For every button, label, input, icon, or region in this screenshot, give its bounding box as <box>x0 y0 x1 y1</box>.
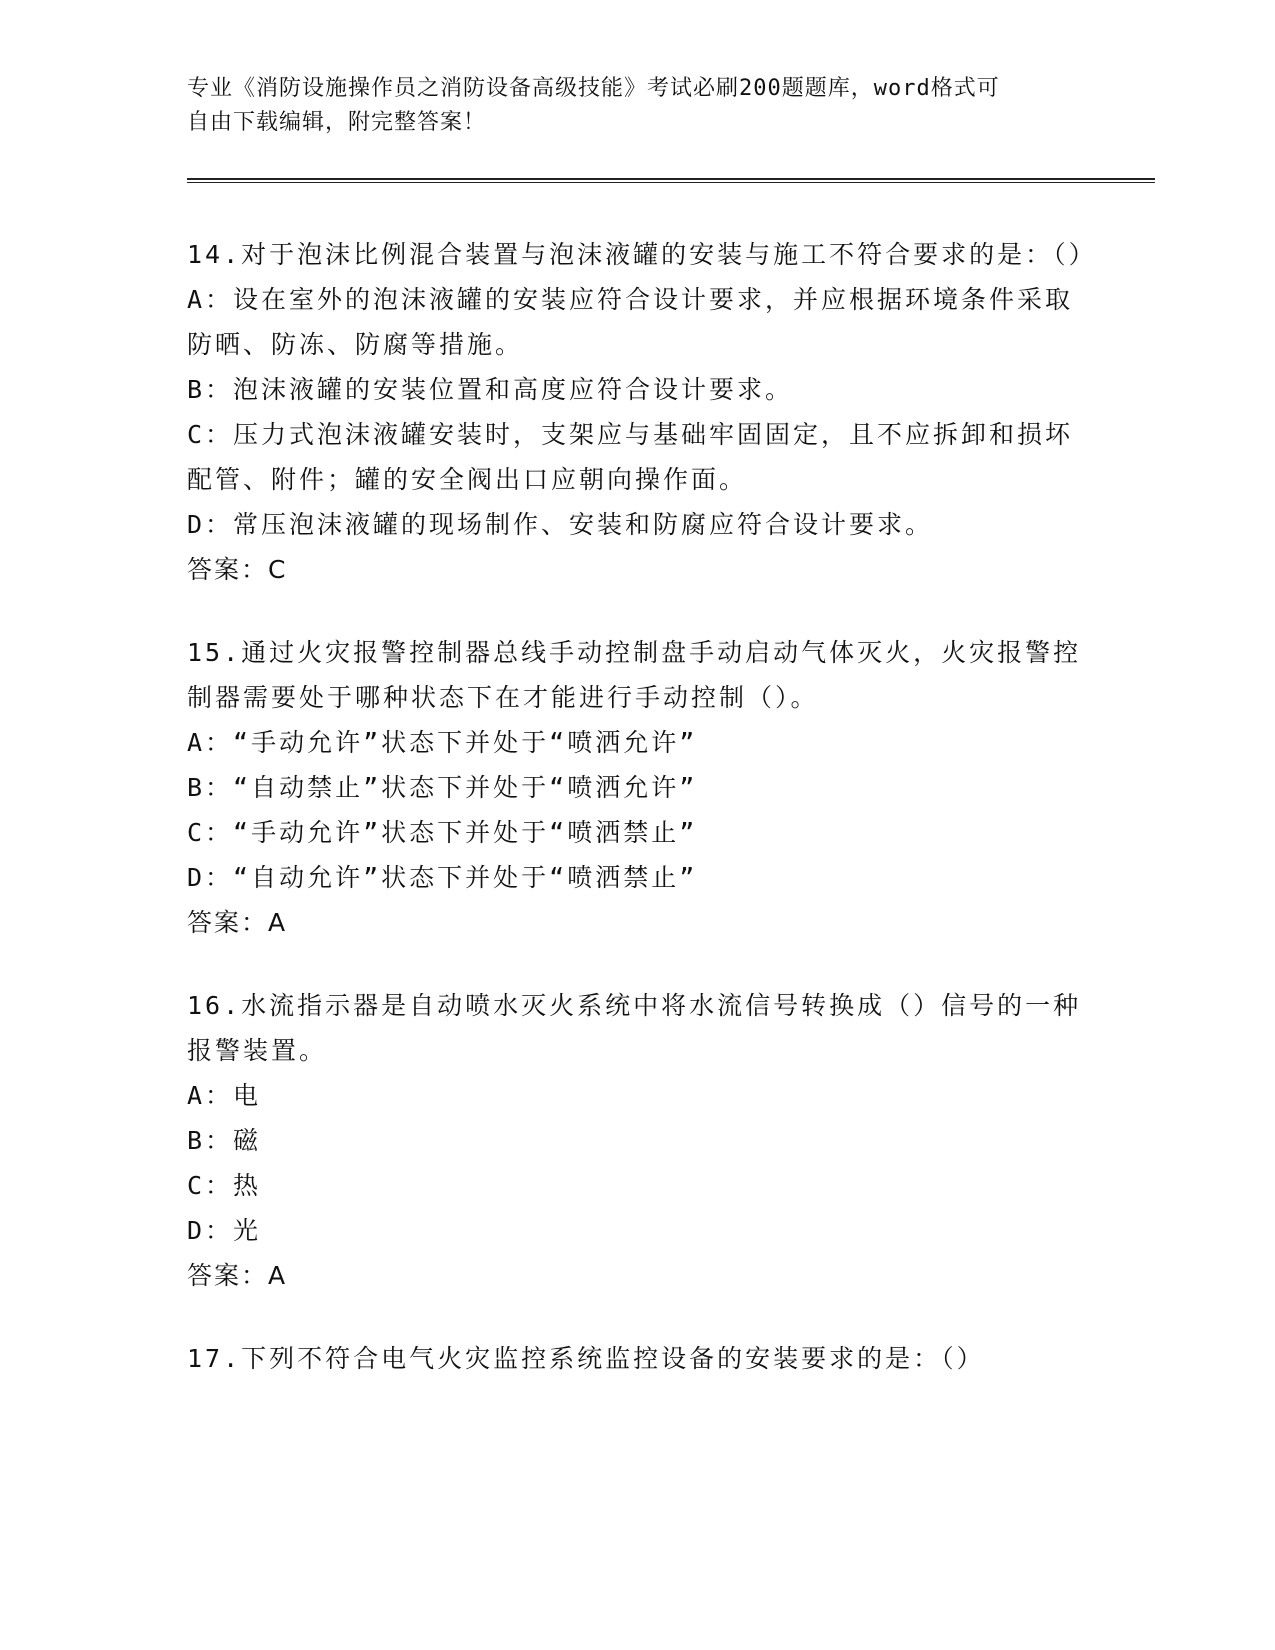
option-a: A：“手动允许”状态下并处于“喷洒允许” <box>187 728 698 757</box>
answer-line: 答案：C <box>187 555 288 584</box>
option-b: B：泡沫液罐的安装位置和高度应符合设计要求。 <box>187 375 794 404</box>
document-header <box>187 72 1067 140</box>
answer-line: 答案：A <box>187 908 288 937</box>
question-15 <box>187 630 1087 945</box>
option-b: B：“自动禁止”状态下并处于“喷洒允许” <box>187 773 698 802</box>
question-stem: 14.对于泡沫比例混合装置与泡沫液罐的安装与施工不符合要求的是：（） <box>187 240 1097 269</box>
option-c: C：“手动允许”状态下并处于“喷洒禁止” <box>187 818 698 847</box>
header-line-2: 自由下载编辑，附完整答案！ <box>187 110 487 135</box>
question-stem: 15.通过火灾报警控制器总线手动控制盘手动启动气体灭火，火灾报警控制器需要处于哪种状态下在才能进行手动控制（）。 <box>187 638 1082 712</box>
answer-line: 答案：A <box>187 1261 288 1290</box>
header-divider-thick <box>187 178 1155 180</box>
question-list <box>187 232 1097 1419</box>
header-divider-thin <box>187 182 1155 183</box>
option-d: D：“自动允许”状态下并处于“喷洒禁止” <box>187 863 698 892</box>
option-d: D：常压泡沫液罐的现场制作、安装和防腐应符合设计要求。 <box>187 510 934 539</box>
question-stem: 16.水流指示器是自动喷水灭火系统中将水流信号转换成（）信号的一种报警装置。 <box>187 991 1082 1065</box>
question-stem: 17.下列不符合电气火灾监控系统监控设备的安装要求的是：（） <box>187 1344 985 1373</box>
option-a: A：电 <box>187 1081 262 1110</box>
option-c: C：压力式泡沫液罐安装时，支架应与基础牢固固定，且不应拆卸和损坏配管、附件；罐的安全阀出口应朝向操作面。 <box>187 420 1074 494</box>
question-14 <box>187 232 1097 592</box>
question-17 <box>187 1336 1087 1381</box>
option-d: D：光 <box>187 1216 262 1245</box>
header-line-1: 专业《消防设施操作员之消防设备高级技能》考试必刷200题题库，word格式可 <box>187 76 1000 101</box>
option-b: B：磁 <box>187 1126 262 1155</box>
question-16 <box>187 983 1087 1298</box>
option-a: A：设在室外的泡沫液罐的安装应符合设计要求，并应根据环境条件采取防晒、防冻、防腐等措施。 <box>187 285 1074 359</box>
option-c: C：热 <box>187 1171 262 1200</box>
